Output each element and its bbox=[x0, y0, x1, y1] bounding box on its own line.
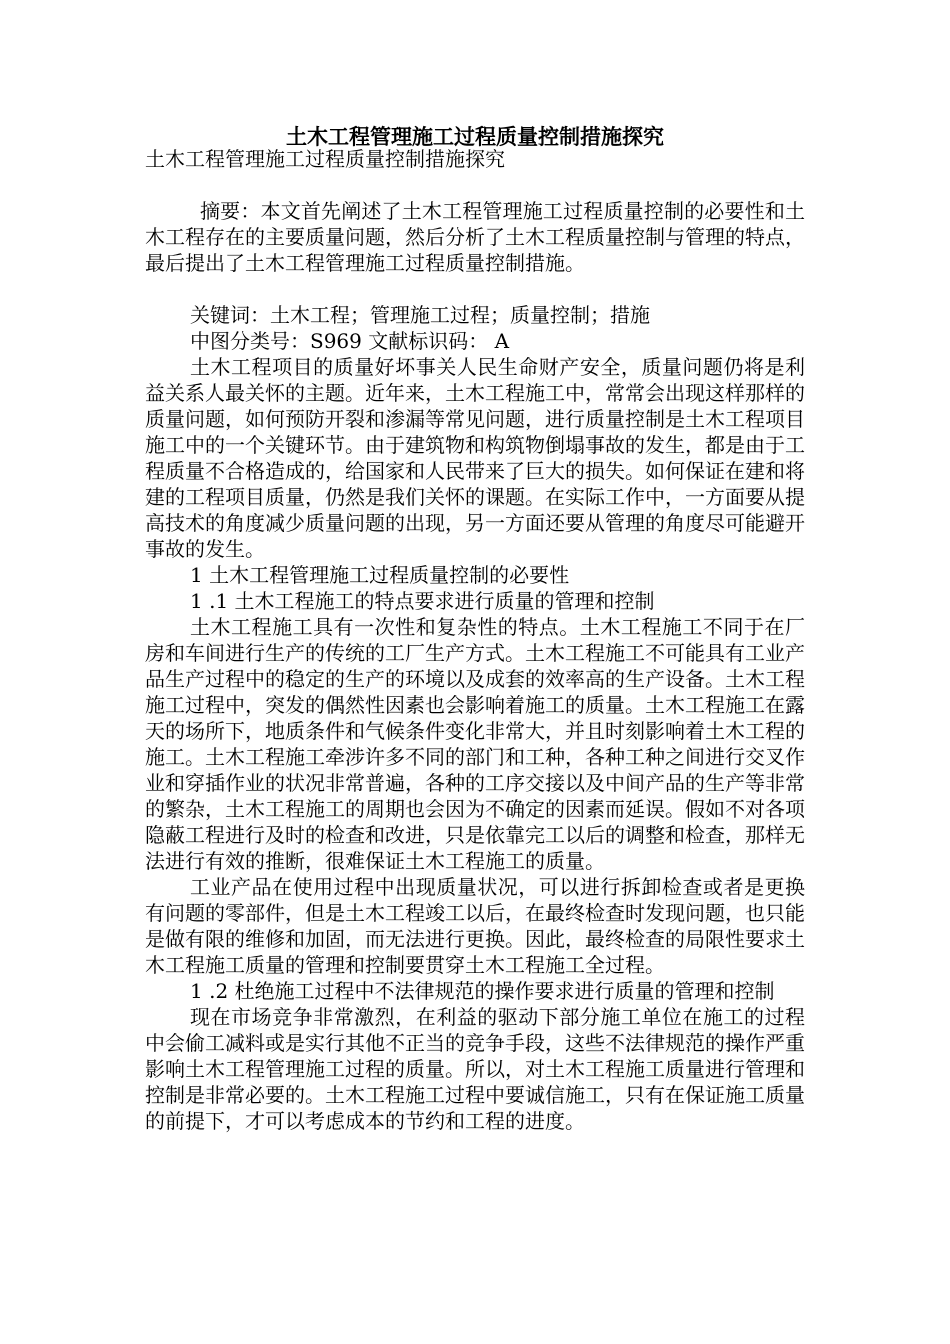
section-1-1-paragraph-1: 土木工程施工具有一次性和复杂性的特点。土木工程施工不同于在厂房和车间进行生产的传统的工厂生产方式。土木工程施工不可能具有工业产品生产过程中的稳定的生产的环境以及成套的效率高的生产设备。土木工程施工过程中，突发的偶然性因素也会影响着施工的质量。土木工程施工在露天的场所下，地质条件和气候条件变化非常大，并且时刻影响着土木工程的施工。土木工程施工牵涉许多不同的部门和工种，各种工种之间进行交叉作业和穿插作业的状况非常普遍，各种的工序交接以及中间产品的生产等非常的繁杂，土木工程施工的周期也会因为不确定的因素而延误。假如不对各项隐蔽工程进行及时的检查和改进，只是依靠完工以后的调整和检查，那样无法进行有效的推断，很难保证土木工程施工的质量。 bbox=[145, 615, 805, 873]
keywords-line: 关键词：土木工程；管理施工过程；质量控制；措施 bbox=[190, 303, 650, 327]
document-subtitle: 土木工程管理施工过程质量控制措施探究 bbox=[145, 147, 505, 171]
section-1-1-heading: 1 .1 土木工程施工的特点要求进行质量的管理和控制 bbox=[190, 589, 655, 613]
document-title: 土木工程管理施工过程质量控制措施探究 bbox=[286, 124, 664, 149]
document-body bbox=[145, 146, 805, 1134]
abstract-paragraph: 摘要：本文首先阐述了土木工程管理施工过程质量控制的必要性和土木工程存在的主要质量问题，然后分析了土木工程质量控制与管理的特点，最后提出了土木工程管理施工过程质量控制措施。 bbox=[145, 199, 805, 275]
classification-line: 中图分类号：S969 文献标识码： A bbox=[190, 329, 510, 353]
section-1-2-paragraph-1: 现在市场竞争非常激烈，在利益的驱动下部分施工单位在施工的过程中会偷工减料或是实行其他不正当的竞争手段，这些不法律规范的操作严重影响土木工程管理施工过程的质量。所以，对土木工程施工质量进行管理和控制是非常必要的。土木工程施工过程中要诚信施工，只有在保证施工质量的前提下，才可以考虑成本的节约和工程的进度。 bbox=[145, 1005, 805, 1133]
blank-line bbox=[145, 276, 805, 302]
section-1-1-paragraph-2: 工业产品在使用过程中出现质量状况，可以进行拆卸检查或者是更换有问题的零部件，但是土木工程竣工以后，在最终检查时发现问题，也只能是做有限的维修和加固，而无法进行更换。因此，最终检查的局限性要求土木工程施工质量的管理和控制要贯穿土木工程施工全过程。 bbox=[145, 875, 805, 977]
section-1-2-heading: 1 .2 杜绝施工过程中不法律规范的操作要求进行质量的管理和控制 bbox=[190, 979, 775, 1003]
intro-paragraph: 土木工程项目的质量好坏事关人民生命财产安全，质量问题仍将是利益关系人最关怀的主题。近年来，土木工程施工中，常常会出现这样那样的质量问题，如何预防开裂和渗漏等常见问题，进行质量控制是土木工程项目施工中的一个关键环节。由于建筑物和构筑物倒塌事故的发生，都是由于工程质量不合格造成的，给国家和人民带来了巨大的损失。如何保证在建和将建的工程项目质量，仍然是我们关怀的课题。在实际工作中，一方面要从提高技术的角度减少质量问题的出现，另一方面还要从管理的角度尽可能避开事故的发生。 bbox=[145, 355, 805, 561]
section-1-heading: 1 土木工程管理施工过程质量控制的必要性 bbox=[190, 563, 570, 587]
